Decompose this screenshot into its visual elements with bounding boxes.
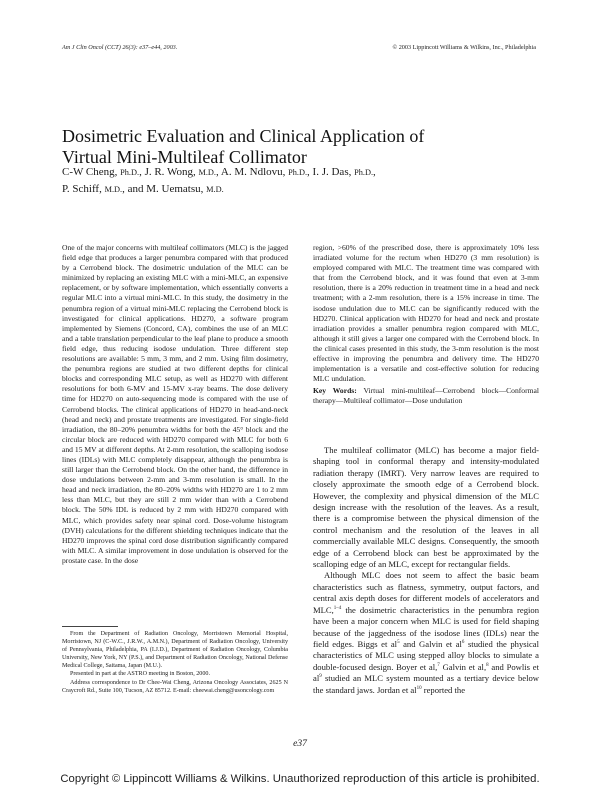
keywords-text: Virtual mini-multileaf—Cerrobend block—Conformal therapy—Multileaf collimator—Dose undulation (313, 386, 539, 406)
body-p2-part-b: the dosimetric characteristics in the penumbra region have been a major concern when MLC is used for field shaping because of the jaggedness of the isodose lines (IDLs) near the field edges. Biggs et al (313, 604, 539, 649)
footnote-divider (62, 626, 118, 627)
footnote (62, 630, 288, 695)
body-p2-part-c: and Galvin et al (399, 638, 462, 649)
author-6-degree: M.D. (206, 185, 224, 194)
body-p2-part-d: studied the physical characteristics of MLC using stepped alloy blocks to simulate a double-focused design. Boyer et al, (313, 638, 539, 672)
title-line-2: Virtual Mini-Multileaf Collimator (62, 147, 307, 168)
footer-copyright-notice: Copyright © Lippincott Williams & Wilkins. Unauthorized reproduction of this article is prohibited. (60, 773, 540, 785)
footnote-affiliations: From the Department of Radiation Oncology, Morristown Memorial Hospital, Morristown, NJ (C-W.C., J.R.W., A.M.N.), Department of Radiation Oncology, University of Pennsylvania, Philadelphia, PA (I.J.D.), Department of Radiation Oncology, Columbia University, New York, NY (P.S.), and Department of Radiation Oncology, National Defense Medical College, Saitama, Japan (M.U.). (62, 631, 288, 670)
citation-10: 10 (416, 685, 422, 691)
citation-5: 5 (397, 640, 400, 646)
author-1-degree: Ph.D. (120, 168, 140, 177)
author-3: , A. M. Ndlovu, (216, 166, 286, 178)
keywords (313, 386, 539, 406)
body-paragraph-2 (313, 570, 539, 695)
author-list: C-W Cheng, Ph.D., J. R. Wong, M.D., A. M. Ndlovu, Ph.D., I. J. Das, Ph.D., P. Schiff, M.D., and M. Uematsu, M.D. (62, 166, 376, 195)
abstract-text-left: One of the major concerns with multileaf collimators (MLC) is the jagged field edge that produces a larger penumbra compared with that produced by a Cerrobend block. The dosimetric undulation of the MLC can be minimized by replacing an existing MLC with a mini-MLC, an expensive replacement, or by software implementation, which essentially converts a regular MLC into a virtual mini-MLC. In this study, the dosimetry in the penumbra region of a virtual mini-MLC replacing the Cerrobend block is investigated for clinical applications. HD270, a software program implemented by Siemens (Concord, CA), combines the use of an MLC and a table translation perpendicular to the leaf plane to produce a smooth field edge, thus reducing isodose undulation. Three different step resolutions are available: 5 mm, 3 mm, and 2 mm. Using film dosimetry, the penumbra regions are studied at two different depths for clinical blocks and corresponding MLC setup, as well as HD270 with different resolutions for both 6-MV and 15-MV x-ray beams. The dose delivery time for HD270 on auto-sequencing mode is compared with the use of Cerrobend blocks. The clinical applications of HD270 in head-and-neck (head and neck) and prostate treatments are investigated. For single-field irradiation, the 80–20% penumbra widths for both the 45° block and the circular block are reduced with HD270 compared with MLC for both 6 and 15 MV at different depths. At 2-mm resolution, the scalloping isodose lines (IDLs) with MLC completely disappear, although the penumbra is still larger than the Cerrobend block. On the other hand, the difference in dose undulations between 2-mm and 3-mm resolution is small. In the head and neck irradiation, the 80–20% widths with HD270 are 1 to 2 mm less than MLC, but they are still 2 mm wider than with a Cerrobend block. The 50% IDL is reduced by 2 mm with HD270 compared with MLC, which provides safety near spinal cord. Dose-volume histogram (DVH) calculations for the different shielding techniques indicate that the HD270 improves the spinal cord dose distribution significantly compared with MLC. A similar improvement in dose undulation is observed for the prostate case. In the dose (62, 243, 288, 565)
abstract-text-right: region, >60% of the prescribed dose, there is approximately 10% less irradiated volume for the rectum when HD270 (3 mm resolution) is employed compared with MLC. The treatment time was compared with that from the Cerrobend block, and it was found that even at 3-mm resolution, there is a 20% reduction in treatment time in a head and neck treatment; with a 2-mm resolution, there is a 15% increase in time. The isodose undulation due to MLC can be significantly reduced with the HD270. Clinical application with HD270 for head and neck and prostate irradiation provides a smaller penumbra region compared with MLC, although it still gives a larger one compared with the Cerrobend block. In the clinical cases presented in this study, the 3-mm resolution is the most effective in improving the penumbra and delivery time. The HD270 implementation is a versatile and cost-effective solution for reducing MLC undulation. (313, 243, 539, 384)
title-line-1: Dosimetric Evaluation and Clinical Application of (62, 126, 425, 147)
author-2: , J. R. Wong, (139, 166, 196, 178)
author-5-degree: M.D. (104, 185, 123, 194)
author-4-degree: Ph.D. (354, 168, 374, 177)
body-p2-part-a: Although MLC does not seem to affect the basic beam characteristics such as flatness, symmetry, output factors, and central axis depth doses for different models of accelerators and MLC, (313, 570, 539, 615)
journal-citation: Am J Clin Oncol (CCT) 26(3): e37–e44, 2003. (62, 44, 178, 51)
page-number: e37 (293, 739, 307, 749)
author-1: C-W Cheng, (62, 166, 118, 178)
body-p2-part-e: Galvin et al, (439, 661, 487, 672)
author-2-degree: M.D. (198, 168, 217, 177)
footnote-presented: Presented in part at the ASTRO meeting in Boston, 2000. (70, 671, 210, 678)
body-p2-part-g: studied an MLC system mounted as a tertiary device below the standard jaws. Jordan et al (313, 673, 539, 695)
header-copyright: © 2003 Lippincott Williams & Wilkins, Inc., Philadelphia (392, 44, 536, 51)
citation-6: 6 (461, 640, 465, 646)
author-3-degree: Ph.D. (288, 168, 308, 177)
body-text (313, 445, 539, 696)
citation-7: 7 (437, 662, 440, 668)
abstract-right-column (313, 243, 539, 407)
citation-1-4: 1–4 (333, 605, 342, 611)
body-paragraph-1: The multileaf collimator (MLC) has become a major field-shaping tool in conformal therapy and intensity-modulated radiation therapy (IMRT). Very narrow leaves are required to closely approximate the smooth edge of a Cerrobend block. However, the complexity and physical dimension of the MLC design increase with the resolution of the leaves. As a result, there is a compromise between the physical dimension of the control mechanism and the resolution of the leaves in all commercially available MLC designs. Consequently, the smooth edge of a Cerrobend block can best be approximated by the scalloping edge of an MLC, except for rectangular fields. (313, 445, 539, 570)
body-p2-part-h: reported the (421, 684, 466, 695)
abstract-left-column (62, 243, 288, 566)
author-4: , I. J. Das, (307, 166, 352, 178)
article-title (62, 126, 542, 168)
citation-8: 8 (486, 662, 489, 668)
body-p2-part-f: and Powlis et al (313, 661, 539, 684)
keywords-label: Key Words: (313, 386, 357, 396)
author-5: P. Schiff, (62, 183, 102, 195)
citation-9: 9 (319, 674, 322, 680)
footnote-address: Address correspondence to Dr Chee-Wai Cheng, Arizona Oncology Associates, 2625 N Craycroft Rd., Suite 100, Tucson, AZ 85712. E-mail: cheewai.cheng@usoncology.com (62, 679, 288, 694)
author-6: , and M. Uematsu, (122, 183, 204, 195)
